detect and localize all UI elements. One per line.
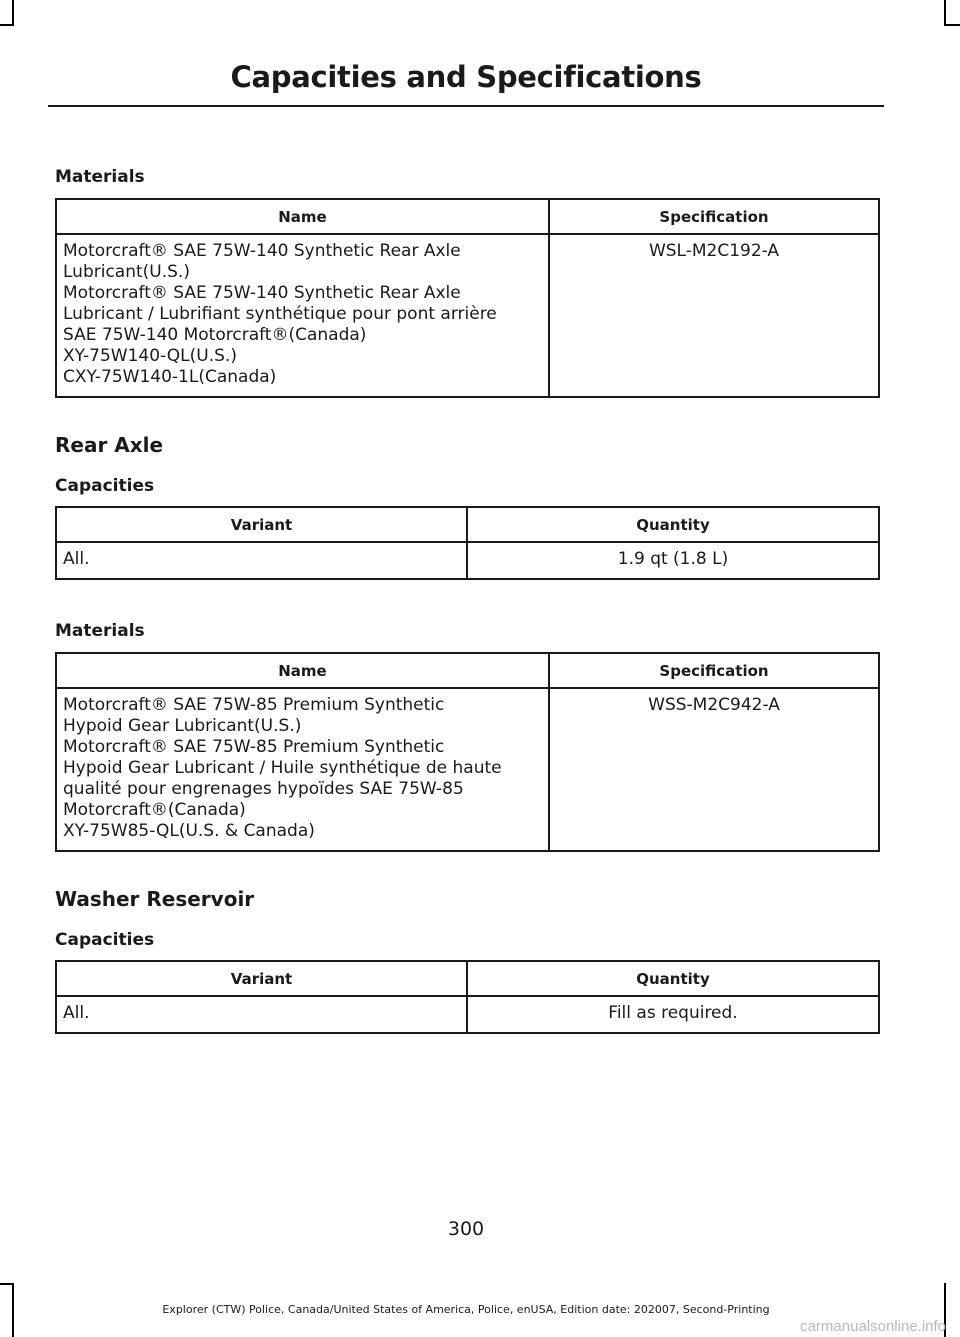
column-header-quantity: Quantity <box>467 961 879 996</box>
material-name-line: Lubricant / Lubrifiant synthétique pour pont arrière <box>63 304 497 324</box>
column-header-name: Name <box>56 653 549 688</box>
variant-cell: All. <box>56 996 467 1033</box>
crop-mark-top-right <box>944 0 946 26</box>
column-header-specification: Specification <box>549 653 879 688</box>
material-name-line: CXY-75W140-1L(Canada) <box>63 367 277 387</box>
material-name-line: SAE 75W-140 Motorcraft®(Canada) <box>63 325 367 345</box>
capacities-heading-rear-axle: Capacities <box>55 476 155 496</box>
quantity-cell: Fill as required. <box>467 996 879 1033</box>
crop-mark-top-left <box>12 0 14 26</box>
column-header-variant: Variant <box>56 507 467 542</box>
materials-table-1 <box>55 198 880 398</box>
material-name-cell <box>56 234 549 397</box>
material-name-line: Motorcraft® SAE 75W-85 Premium Synthetic <box>63 737 445 757</box>
header-rule <box>48 105 884 107</box>
material-name-line: Motorcraft® SAE 75W-140 Synthetic Rear Axle <box>63 283 461 303</box>
material-name-line: XY-75W140-QL(U.S.) <box>63 346 237 366</box>
washer-capacities-table <box>55 960 880 1034</box>
crop-mark-top-right <box>944 24 960 26</box>
page-title: Capacities and Specifications <box>230 60 702 94</box>
variant-cell: All. <box>56 542 467 579</box>
specification-cell: WSL-M2C192-A <box>549 234 879 397</box>
column-header-quantity: Quantity <box>467 507 879 542</box>
materials-table-2 <box>55 652 880 852</box>
column-header-variant: Variant <box>56 961 467 996</box>
page-number: 300 <box>447 1218 485 1240</box>
edition-footer: Explorer (CTW) Police, Canada/United States of America, Police, enUSA, Edition date: 202007, Second-Printing <box>162 1303 770 1316</box>
table-header-row <box>56 507 879 542</box>
material-name-line: Hypoid Gear Lubricant / Huile synthétique de haute <box>63 758 502 778</box>
specification-cell: WSS-M2C942-A <box>549 688 879 851</box>
material-name-line: Hypoid Gear Lubricant(U.S.) <box>63 716 302 736</box>
material-name-line: qualité pour engrenages hypoïdes SAE 75W-85 <box>63 779 464 799</box>
material-name-line: XY-75W85-QL(U.S. & Canada) <box>63 821 315 841</box>
crop-mark-bottom-left <box>0 1283 14 1285</box>
section-heading-rear-axle: Rear Axle <box>55 433 164 457</box>
material-name-line: Motorcraft® SAE 75W-85 Premium Synthetic <box>63 695 445 715</box>
materials-heading-1: Materials <box>55 167 145 187</box>
material-name-line: Lubricant(U.S.) <box>63 262 190 282</box>
watermark: carmanualsonline.info <box>800 1318 946 1335</box>
table-row <box>56 996 879 1033</box>
table-header-row <box>56 653 879 688</box>
capacities-heading-washer: Capacities <box>55 930 155 950</box>
material-name-cell <box>56 688 549 851</box>
material-name-line: Motorcraft®(Canada) <box>63 800 246 820</box>
table-row <box>56 688 879 851</box>
table-row <box>56 234 879 397</box>
table-header-row <box>56 961 879 996</box>
table-row <box>56 542 879 579</box>
section-heading-washer-reservoir: Washer Reservoir <box>55 887 255 911</box>
column-header-name: Name <box>56 199 549 234</box>
crop-mark-top-left <box>0 24 14 26</box>
column-header-specification: Specification <box>549 199 879 234</box>
material-name-line: Motorcraft® SAE 75W-140 Synthetic Rear Axle <box>63 241 461 261</box>
table-header-row <box>56 199 879 234</box>
materials-heading-2: Materials <box>55 621 145 641</box>
quantity-cell: 1.9 qt (1.8 L) <box>467 542 879 579</box>
rear-axle-capacities-table <box>55 506 880 580</box>
